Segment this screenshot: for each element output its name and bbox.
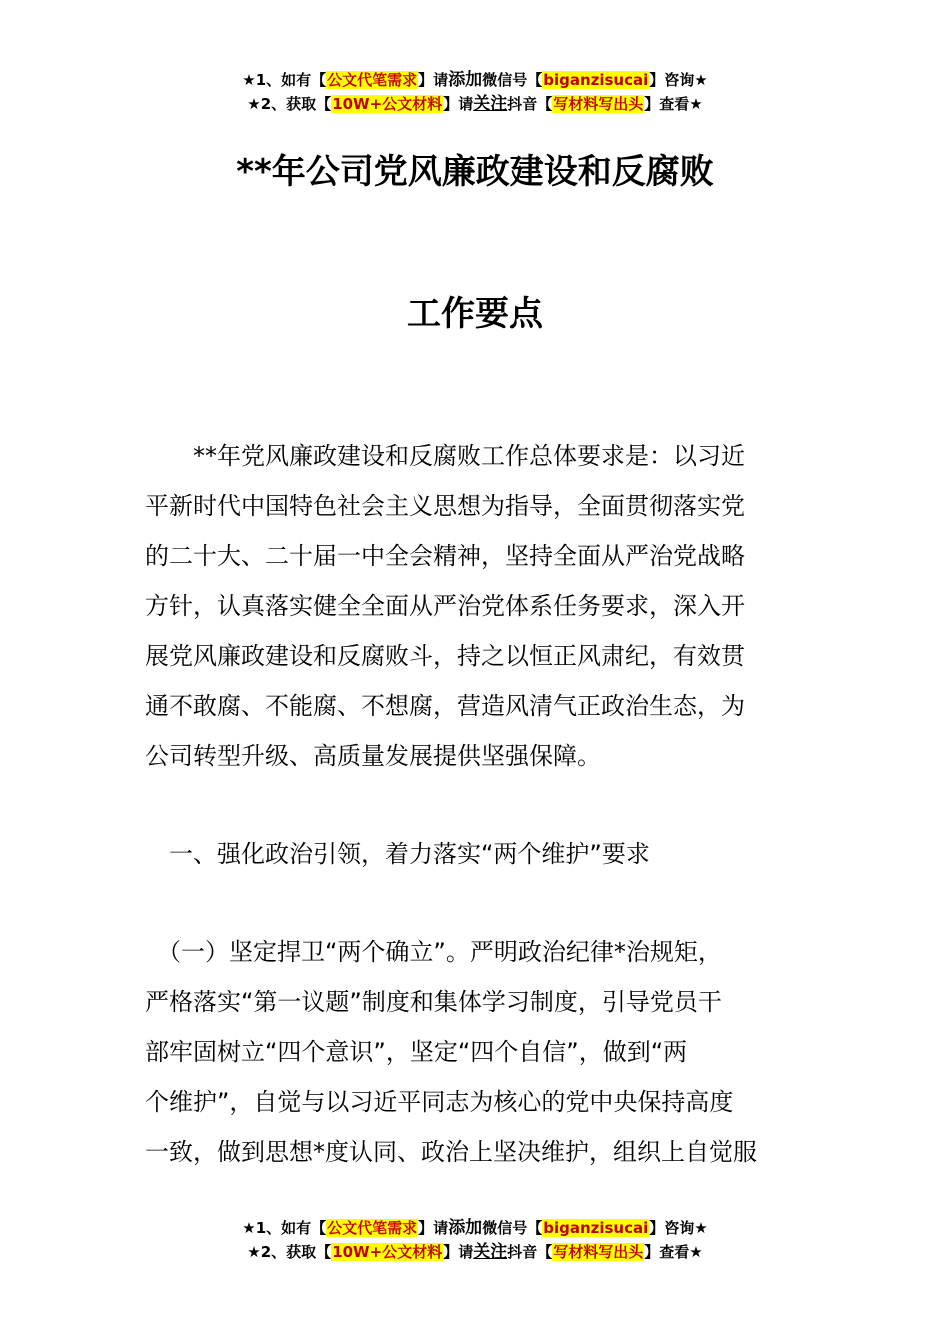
banner-highlight: 写材料写出头 bbox=[553, 95, 644, 113]
intro-paragraph bbox=[145, 431, 825, 781]
paragraph-line: 展党风廉政建设和反腐败斗，持之以恒正风肃纪，有效贯 bbox=[145, 642, 745, 670]
banner-line-1 bbox=[0, 68, 950, 92]
banner-text: 】咨询★ bbox=[649, 1219, 708, 1237]
paragraph-line: 平新时代中国特色社会主义思想为指导，全面贯彻落实党 bbox=[145, 492, 745, 520]
banner-text: 】查看★ bbox=[644, 95, 703, 113]
banner-text: 微信号【 bbox=[482, 71, 543, 89]
banner-line-1 bbox=[0, 1216, 950, 1240]
paragraph-line: 通不敢腐、不能腐、不想腐，营造风清气正政治生态，为 bbox=[145, 692, 745, 720]
banner-line-2 bbox=[0, 1240, 950, 1264]
banner-text: 】请 bbox=[443, 1243, 474, 1261]
banner-text: ★1、如有【 bbox=[242, 71, 327, 89]
banner-text: 抖音【 bbox=[507, 95, 553, 113]
banner-text: ★2、获取【 bbox=[247, 1243, 332, 1261]
banner-text: 微信号【 bbox=[482, 1219, 543, 1237]
banner-text: 】咨询★ bbox=[649, 71, 708, 89]
header-banner bbox=[0, 68, 950, 116]
paragraph-line: 方针，认真落实健全全面从严治党体系任务要求，深入开 bbox=[145, 592, 745, 620]
banner-highlight: 10W+公文材料 bbox=[332, 1243, 443, 1261]
document-title-line-2: 工作要点 bbox=[407, 294, 543, 334]
banner-highlight: 公文代笔需求 bbox=[327, 71, 418, 89]
paragraph-line: **年党风廉政建设和反腐败工作总体要求是：以习近 bbox=[145, 442, 745, 470]
banner-text: 】请 bbox=[418, 71, 449, 89]
banner-emphasis: 关注 bbox=[473, 94, 508, 114]
paragraph-line: 个维护”，自觉与以习近平同志为核心的党中央保持高度 bbox=[145, 1088, 734, 1116]
paragraph-line: 一致，做到思想*度认同、政治上坚决维护，组织上自觉服 bbox=[145, 1138, 757, 1166]
banner-highlight: biganzisucai bbox=[543, 71, 649, 89]
banner-emphasis: 添加 bbox=[448, 70, 483, 90]
banner-text: 抖音【 bbox=[507, 1243, 553, 1261]
paragraph-line: 的二十大、二十届一中全会精神，坚持全面从严治党战略 bbox=[145, 542, 745, 570]
section-heading bbox=[145, 829, 825, 879]
banner-emphasis: 关注 bbox=[473, 1242, 508, 1262]
banner-line-2 bbox=[0, 92, 950, 116]
paragraph-line: 公司转型升级、高质量发展提供坚强保障。 bbox=[145, 742, 601, 770]
paragraph-line: 部牢固树立“四个意识”，坚定“四个自信”，做到“两 bbox=[145, 1038, 688, 1066]
section-heading-text: 一、强化政治引领，着力落实“两个维护”要求 bbox=[145, 840, 650, 868]
section-item-paragraph bbox=[145, 927, 825, 1177]
banner-text: 】请 bbox=[418, 1219, 449, 1237]
banner-text: ★2、获取【 bbox=[247, 95, 332, 113]
banner-text: ★1、如有【 bbox=[242, 1219, 327, 1237]
paragraph-line: 严格落实“第一议题”制度和集体学习制度，引导党员干 bbox=[145, 988, 722, 1016]
banner-text: 】请 bbox=[443, 95, 474, 113]
banner-emphasis: 添加 bbox=[448, 1218, 483, 1238]
footer-banner bbox=[0, 1216, 950, 1264]
document-title: **年公司党风廉政建设和反腐败 bbox=[236, 152, 714, 192]
banner-highlight: 10W+公文材料 bbox=[332, 95, 443, 113]
banner-text: 】查看★ bbox=[644, 1243, 703, 1261]
banner-highlight: 写材料写出头 bbox=[553, 1243, 644, 1261]
paragraph-line: （一）坚定捍卫“两个确立”。严明政治纪律*治规矩， bbox=[145, 938, 722, 966]
banner-highlight: 公文代笔需求 bbox=[327, 1219, 418, 1237]
banner-highlight: biganzisucai bbox=[543, 1219, 649, 1237]
